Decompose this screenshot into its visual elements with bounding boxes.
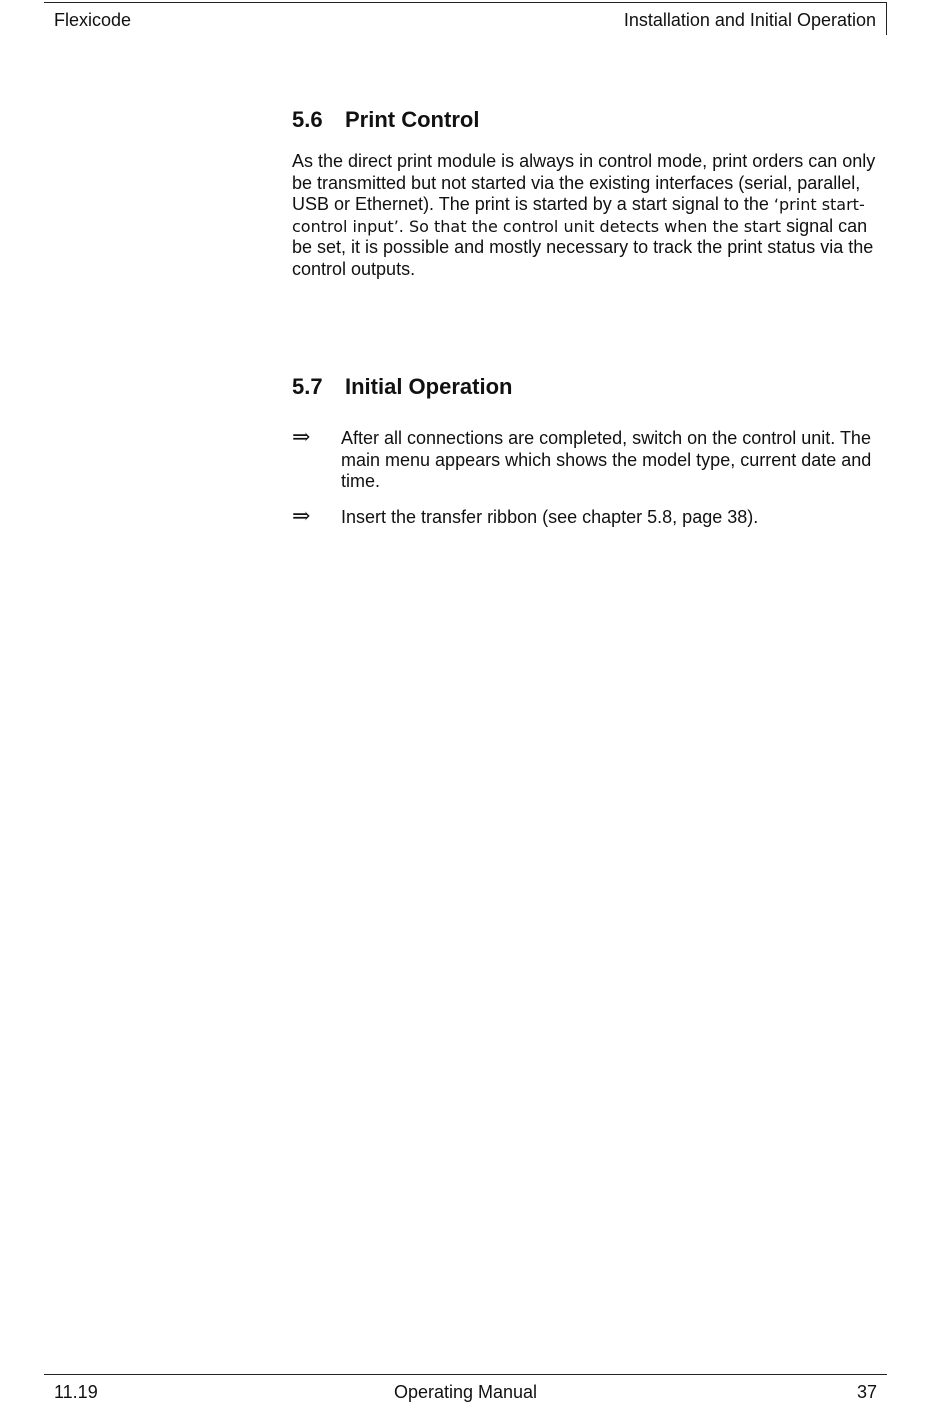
section-title: Print Control: [345, 107, 480, 132]
paragraph-text-part2: ‘print start-control input’. So that the control unit detects when the start: [292, 195, 865, 236]
implies-arrow-icon: ⇒: [292, 425, 311, 450]
page-header: [44, 2, 887, 35]
print-control-paragraph: [292, 151, 882, 280]
step-text: After all connections are completed, switch on the control unit. The main menu appears which shows the model type, current date and time.: [341, 428, 872, 491]
step-text: Insert the transfer ribbon (see chapter 5.8, page 38).: [341, 507, 759, 527]
section-heading-initial-operation: [292, 374, 512, 400]
footer-date: 11.19: [54, 1382, 98, 1402]
section-title: Initial Operation: [345, 374, 513, 399]
page-number: 37: [856, 1382, 877, 1402]
header-chapter-title: Installation and Initial Operation: [623, 10, 876, 30]
section-number: 5.7: [292, 374, 323, 399]
footer-document-type: Operating Manual: [393, 1382, 538, 1402]
implies-arrow-icon: ⇒: [292, 504, 311, 529]
page-footer: [44, 1374, 887, 1404]
paragraph-text-part1: As the direct print module is always in control mode, print orders can only be transmitted but not started via the existing interfaces (serial, parallel, USB or Ethernet). The print is started by a start signal to the: [292, 151, 876, 214]
section-heading-print-control: [292, 107, 479, 133]
paragraph-text-part3: signal can be set, it is possible and mostly necessary to track the print status via the control outputs.: [292, 215, 874, 279]
header-document-name: Flexicode: [54, 10, 132, 30]
section-number: 5.6: [292, 107, 323, 132]
